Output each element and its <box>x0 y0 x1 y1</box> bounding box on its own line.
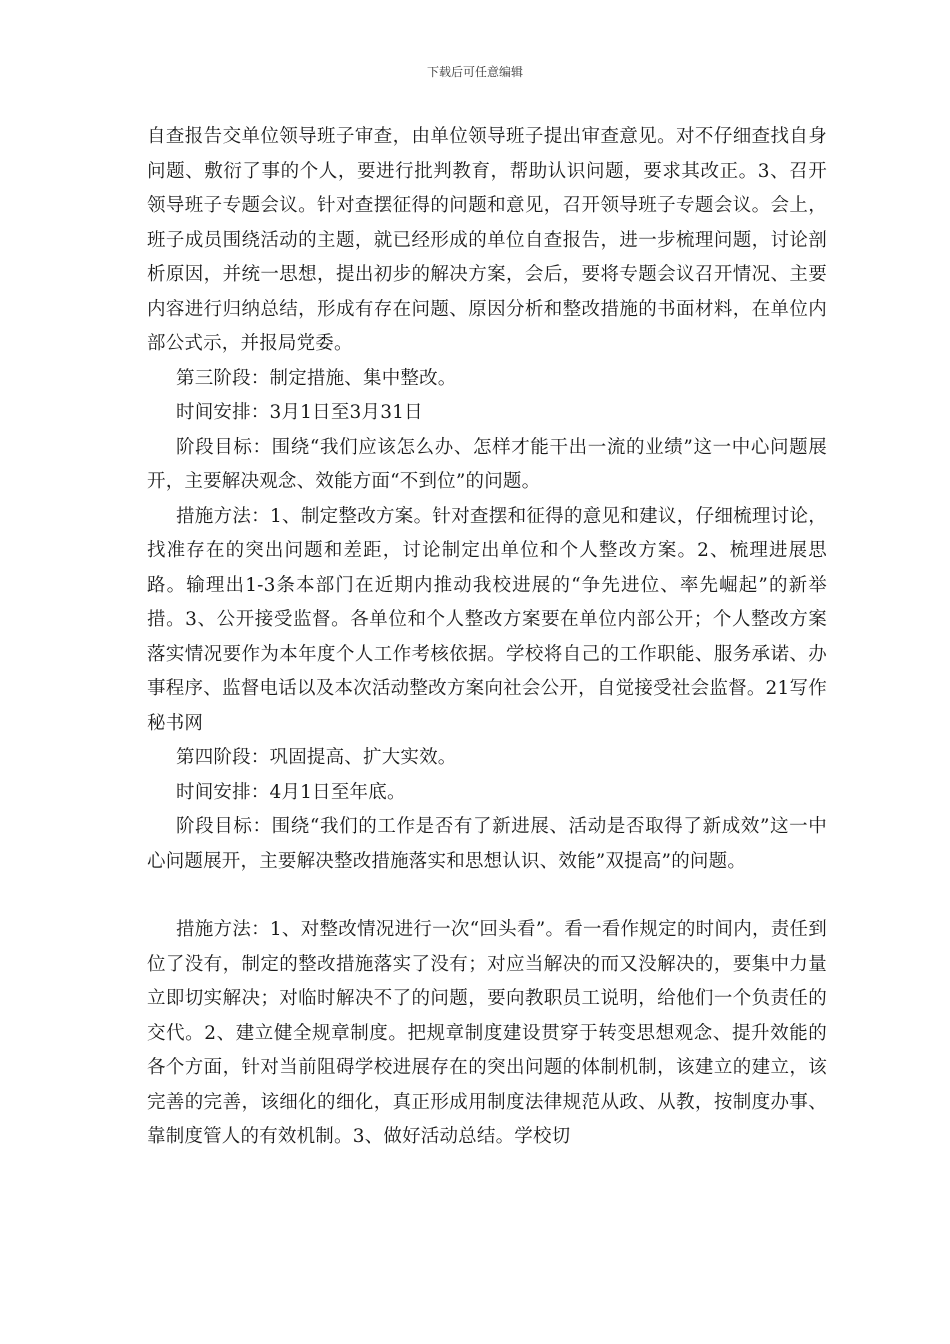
paragraph-stage-four-methods: 措施方法：1、对整改情况进行一次“回头看”。看一看作规定的时间内，责任到位了没有，制定的整改措施落实了没有；对应当解决的而又没解决的，要集中力量立即切实解决；对临时解决不了的问题，要向教职员工说明，给他们一个负责任的交代。2、建立健全规章制度。把规章制度建设贯穿于转变思想观念、提升效能的各个方面，针对当前阻碍学校进展存在的突出问题的体制机制，该建立的建立，该完善的完善，该细化的细化，真正形成用制度法律规范从政、从教，按制度办事、靠制度管人的有效机制。3、做好活动总结。学校切 <box>147 919 827 1147</box>
page-header-note: 下载后可任意编辑 <box>426 65 523 79</box>
paragraph-stage-three-schedule: 时间安排：3月1日至3月31日 <box>176 402 423 423</box>
paragraph-stage-four-schedule: 时间安排：4月1日至年底。 <box>176 781 406 803</box>
document-body <box>147 120 827 1155</box>
paragraph-stage-three-goal: 阶段目标：围绕“我们应该怎么办、怎样才能干出一流的业绩”这一中心问题展开，主要解决观念、效能方面“不到位”的问题。 <box>147 436 827 492</box>
paragraph-stage-three-methods: 措施方法：1、制定整改方案。针对查摆和征得的意见和建议，仔细梳理讨论，找准存在的突出问题和差距，讨论制定出单位和个人整改方案。2、梳理进展思路。输理出1-3条本部门在近期内推动我校进展的“争先进位、率先崛起”的新举措。3、公开接受监督。各单位和个人整改方案要在单位内部公开；个人整改方案落实情况要作为本年度个人工作考核依据。学校将自己的工作职能、服务承诺、办事程序、监督电话以及本次活动整改方案向社会公开，自觉接受社会监督。21写作秘书网 <box>147 505 827 734</box>
paragraph-stage-four-goal: 阶段目标：围绕“我们的工作是否有了新进展、活动是否取得了新成效”这一中心问题展开，主要解决整改措施落实和思想认识、效能”双提高”的问题。 <box>147 816 827 872</box>
paragraph-stage-three-title: 第三阶段：制定措施、集中整改。 <box>176 367 457 389</box>
paragraph-stage-four-title: 第四阶段：巩固提高、扩大实效。 <box>176 747 457 768</box>
paragraph-self-check-report: 自查报告交单位领导班子审查，由单位领导班子提出审查意见。对不仔细查找自身问题、敷衍了事的个人，要进行批判教育，帮助认识问题，要求其改正。3、召开领导班子专题会议。针对查摆征得的问题和意见，召开领导班子专题会议。会上，班子成员围绕活动的主题，就已经形成的单位自查报告，进一步梳理问题，讨论剖析原因，并统一思想，提出初步的解决方案，会后，要将专题会议召开情况、主要内容进行归纳总结，形成有存在问题、原因分析和整改措施的书面材料，在单位内部公式示，并报局党委。 <box>147 126 827 354</box>
